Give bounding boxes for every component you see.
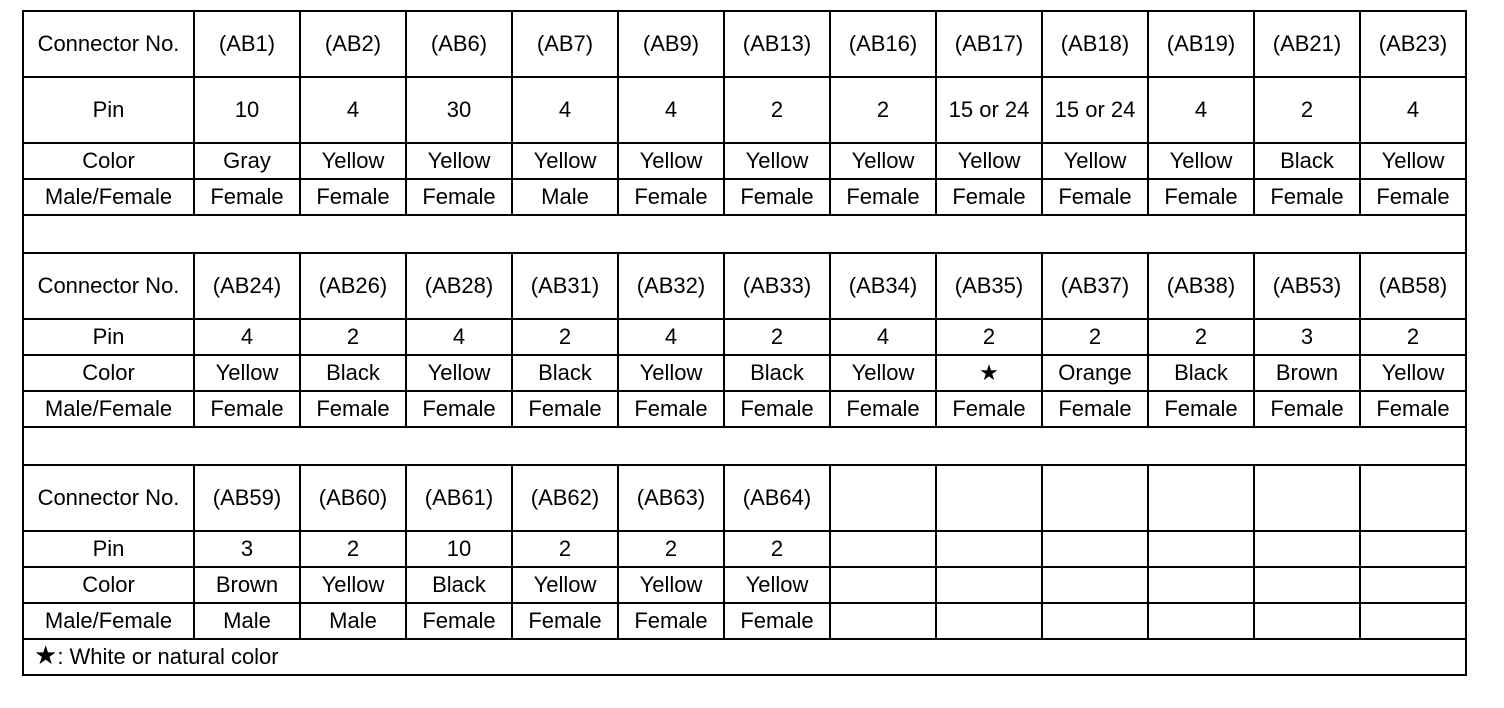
connector-cell	[1148, 465, 1254, 531]
male-female-cell: Female	[936, 391, 1042, 427]
connector-cell	[1360, 465, 1466, 531]
color-cell: Yellow	[724, 143, 830, 179]
male-female-cell: Female	[724, 603, 830, 639]
male-female-cell: Female	[830, 391, 936, 427]
color-cell: Yellow	[1148, 143, 1254, 179]
pin-cell: 2	[300, 531, 406, 567]
color-cell: Yellow	[194, 355, 300, 391]
connector-cell: (AB59)	[194, 465, 300, 531]
pin-cell: 2	[830, 77, 936, 143]
connector-cell: (AB63)	[618, 465, 724, 531]
male-female-label: Male/Female	[23, 603, 194, 639]
color-cell: Yellow	[618, 567, 724, 603]
connector-cell: (AB62)	[512, 465, 618, 531]
connector-cell: (AB64)	[724, 465, 830, 531]
connector-cell: (AB1)	[194, 11, 300, 77]
pin-cell: 2	[1148, 319, 1254, 355]
connector-label: Connector No.	[23, 253, 194, 319]
male-female-cell: Female	[1254, 179, 1360, 215]
table-body	[23, 11, 1466, 675]
color-cell: Yellow	[830, 143, 936, 179]
pin-cell: 2	[618, 531, 724, 567]
color-cell: Yellow	[1360, 143, 1466, 179]
connector-cell: (AB7)	[512, 11, 618, 77]
connector-cell: (AB38)	[1148, 253, 1254, 319]
pin-cell: 4	[300, 77, 406, 143]
color-cell: Yellow	[830, 355, 936, 391]
connector-cell: (AB24)	[194, 253, 300, 319]
pin-cell	[1042, 531, 1148, 567]
male-female-cell: Female	[1254, 391, 1360, 427]
male-female-cell: Female	[1148, 391, 1254, 427]
color-cell: Yellow	[618, 355, 724, 391]
color-cell: Black	[512, 355, 618, 391]
pin-row	[23, 531, 1466, 567]
male-female-cell	[1148, 603, 1254, 639]
connector-table	[22, 10, 1467, 676]
male-female-cell: Female	[194, 179, 300, 215]
star-icon: ★	[34, 640, 58, 670]
color-label: Color	[23, 355, 194, 391]
connector-cell: (AB17)	[936, 11, 1042, 77]
male-female-cell: Female	[618, 391, 724, 427]
pin-cell: 2	[724, 319, 830, 355]
connector-row	[23, 253, 1466, 319]
star-icon: ★	[936, 355, 1042, 391]
pin-row	[23, 77, 1466, 143]
color-row	[23, 567, 1466, 603]
color-label: Color	[23, 143, 194, 179]
color-cell	[936, 567, 1042, 603]
connector-cell: (AB60)	[300, 465, 406, 531]
color-row	[23, 355, 1466, 391]
color-cell	[1254, 567, 1360, 603]
connector-row	[23, 11, 1466, 77]
male-female-cell: Female	[300, 391, 406, 427]
spacer-row	[23, 427, 1466, 465]
male-female-cell	[1254, 603, 1360, 639]
color-cell: Black	[300, 355, 406, 391]
connector-cell: (AB18)	[1042, 11, 1148, 77]
connector-cell: (AB31)	[512, 253, 618, 319]
connector-cell: (AB61)	[406, 465, 512, 531]
pin-cell	[1254, 531, 1360, 567]
male-female-cell	[1042, 603, 1148, 639]
pin-label: Pin	[23, 77, 194, 143]
connector-cell: (AB58)	[1360, 253, 1466, 319]
color-cell: Yellow	[300, 143, 406, 179]
male-female-cell: Female	[406, 603, 512, 639]
pin-cell: 4	[830, 319, 936, 355]
pin-cell	[1148, 531, 1254, 567]
male-female-row	[23, 603, 1466, 639]
connector-label: Connector No.	[23, 465, 194, 531]
pin-cell	[1360, 531, 1466, 567]
connector-cell: (AB23)	[1360, 11, 1466, 77]
male-female-row	[23, 391, 1466, 427]
color-cell: Yellow	[406, 143, 512, 179]
male-female-cell: Female	[512, 391, 618, 427]
color-cell: Brown	[194, 567, 300, 603]
male-female-row	[23, 179, 1466, 215]
pin-cell: 3	[194, 531, 300, 567]
pin-cell: 2	[936, 319, 1042, 355]
pin-cell: 2	[1254, 77, 1360, 143]
connector-cell: (AB28)	[406, 253, 512, 319]
color-cell: Yellow	[512, 143, 618, 179]
connector-cell: (AB13)	[724, 11, 830, 77]
male-female-cell: Female	[1148, 179, 1254, 215]
connector-cell	[936, 465, 1042, 531]
pin-cell: 10	[194, 77, 300, 143]
color-cell: Yellow	[724, 567, 830, 603]
connector-label: Connector No.	[23, 11, 194, 77]
color-cell: Yellow	[1360, 355, 1466, 391]
connector-cell: (AB34)	[830, 253, 936, 319]
male-female-cell: Female	[830, 179, 936, 215]
male-female-cell: Female	[194, 391, 300, 427]
color-cell: Black	[724, 355, 830, 391]
color-cell: Yellow	[936, 143, 1042, 179]
color-cell: Yellow	[618, 143, 724, 179]
color-cell	[1148, 567, 1254, 603]
connector-cell	[830, 465, 936, 531]
male-female-cell: Female	[512, 603, 618, 639]
color-cell: Yellow	[406, 355, 512, 391]
pin-cell: 15 or 24	[936, 77, 1042, 143]
pin-cell: 2	[724, 77, 830, 143]
pin-cell: 2	[1042, 319, 1148, 355]
connector-cell: (AB2)	[300, 11, 406, 77]
male-female-cell: Female	[724, 391, 830, 427]
pin-cell: 4	[1148, 77, 1254, 143]
pin-cell: 4	[512, 77, 618, 143]
male-female-cell: Female	[618, 179, 724, 215]
male-female-cell: Female	[300, 179, 406, 215]
connector-row	[23, 465, 1466, 531]
pin-row	[23, 319, 1466, 355]
male-female-cell: Female	[406, 179, 512, 215]
male-female-label: Male/Female	[23, 179, 194, 215]
color-cell: Orange	[1042, 355, 1148, 391]
connector-cell: (AB21)	[1254, 11, 1360, 77]
pin-label: Pin	[23, 531, 194, 567]
connector-cell: (AB16)	[830, 11, 936, 77]
male-female-cell	[1360, 603, 1466, 639]
color-cell: Black	[1254, 143, 1360, 179]
connector-cell: (AB9)	[618, 11, 724, 77]
connector-cell: (AB32)	[618, 253, 724, 319]
connector-cell: (AB33)	[724, 253, 830, 319]
color-cell: Black	[1148, 355, 1254, 391]
pin-cell: 2	[1360, 319, 1466, 355]
male-female-cell: Female	[618, 603, 724, 639]
note-row	[23, 639, 1466, 675]
color-cell: Black	[406, 567, 512, 603]
spacer-cell	[23, 215, 1466, 253]
pin-cell: 4	[618, 77, 724, 143]
color-cell	[1360, 567, 1466, 603]
spacer-row	[23, 215, 1466, 253]
male-female-cell: Female	[1360, 179, 1466, 215]
male-female-cell: Female	[406, 391, 512, 427]
pin-cell: 4	[194, 319, 300, 355]
pin-cell: 30	[406, 77, 512, 143]
color-row	[23, 143, 1466, 179]
male-female-cell: Male	[512, 179, 618, 215]
color-cell	[1042, 567, 1148, 603]
connector-cell: (AB53)	[1254, 253, 1360, 319]
connector-cell: (AB19)	[1148, 11, 1254, 77]
connector-cell: (AB35)	[936, 253, 1042, 319]
pin-cell: 2	[300, 319, 406, 355]
pin-cell: 4	[618, 319, 724, 355]
note-text: : White or natural color	[57, 644, 279, 669]
male-female-cell	[830, 603, 936, 639]
pin-cell: 10	[406, 531, 512, 567]
spacer-cell	[23, 427, 1466, 465]
pin-cell: 2	[512, 319, 618, 355]
color-cell: Gray	[194, 143, 300, 179]
male-female-cell: Female	[724, 179, 830, 215]
pin-cell	[936, 531, 1042, 567]
pin-cell: 4	[406, 319, 512, 355]
pin-cell: 4	[1360, 77, 1466, 143]
pin-cell: 15 or 24	[1042, 77, 1148, 143]
male-female-cell: Female	[1042, 179, 1148, 215]
pin-label: Pin	[23, 319, 194, 355]
color-label: Color	[23, 567, 194, 603]
connector-cell: (AB6)	[406, 11, 512, 77]
pin-cell: 2	[512, 531, 618, 567]
male-female-label: Male/Female	[23, 391, 194, 427]
connector-cell: (AB37)	[1042, 253, 1148, 319]
color-cell: Yellow	[1042, 143, 1148, 179]
pin-cell: 3	[1254, 319, 1360, 355]
male-female-cell: Male	[194, 603, 300, 639]
male-female-cell	[936, 603, 1042, 639]
color-cell: Brown	[1254, 355, 1360, 391]
color-cell: Yellow	[300, 567, 406, 603]
color-cell	[830, 567, 936, 603]
male-female-cell: Female	[1042, 391, 1148, 427]
connector-cell: (AB26)	[300, 253, 406, 319]
male-female-cell: Female	[1360, 391, 1466, 427]
male-female-cell: Male	[300, 603, 406, 639]
pin-cell	[830, 531, 936, 567]
male-female-cell: Female	[936, 179, 1042, 215]
connector-cell	[1254, 465, 1360, 531]
pin-cell: 2	[724, 531, 830, 567]
note-cell	[23, 639, 1466, 675]
connector-cell	[1042, 465, 1148, 531]
color-cell: Yellow	[512, 567, 618, 603]
